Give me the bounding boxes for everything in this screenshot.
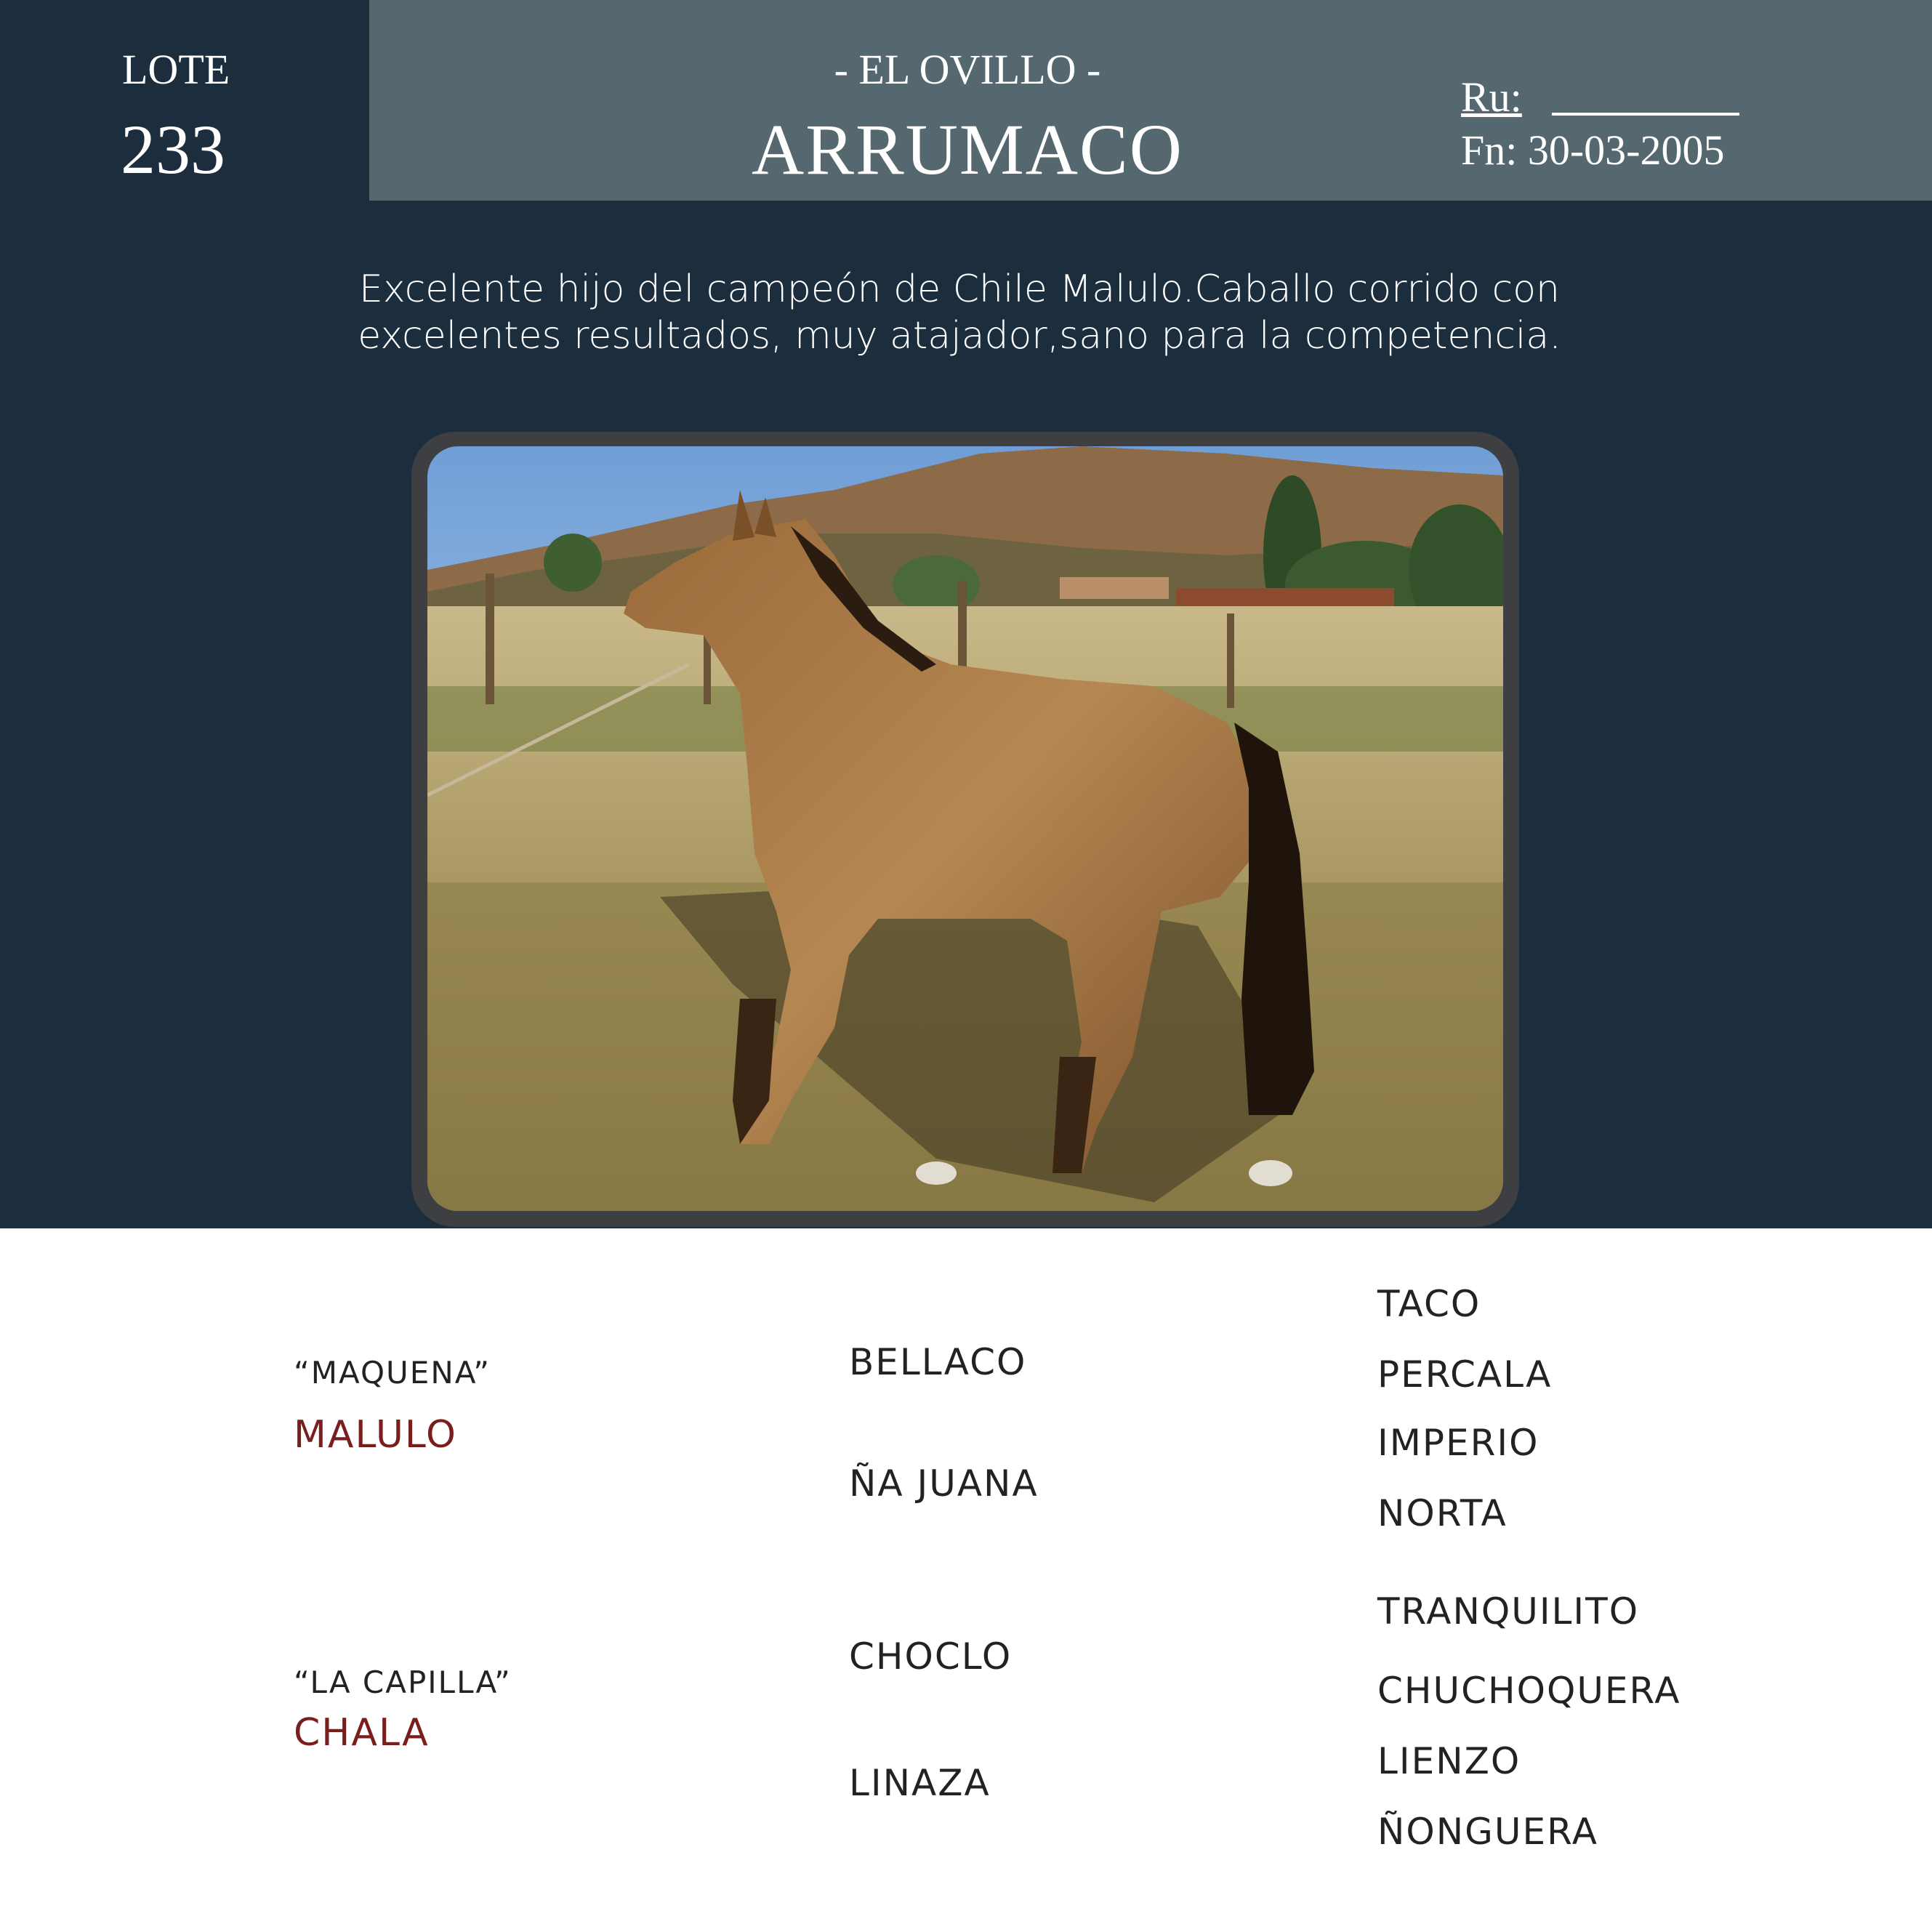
photo-frame bbox=[411, 432, 1519, 1227]
description-line-2: excelentes resultados, muy atajador,sano para la competencia. bbox=[358, 314, 1561, 358]
horse-photo bbox=[427, 446, 1503, 1211]
great-grandparent-8: ÑONGUERA bbox=[1377, 1811, 1599, 1853]
dam-name: CHALA bbox=[294, 1711, 430, 1755]
horse-name: ARRUMACO bbox=[752, 109, 1183, 190]
great-grandparent-3: IMPERIO bbox=[1377, 1422, 1539, 1464]
great-grandparent-2: PERCALA bbox=[1377, 1353, 1553, 1396]
registration-blank-line bbox=[1552, 113, 1739, 116]
great-grandparent-6: CHUCHOQUERA bbox=[1377, 1670, 1681, 1712]
dam-breeder: “LA CAPILLA” bbox=[294, 1665, 512, 1700]
description-line-1: Excelente hijo del campeón de Chile Malulo.Caballo corrido con bbox=[358, 267, 1560, 311]
paternal-granddam: ÑA JUANA bbox=[849, 1462, 1039, 1505]
great-grandparent-7: LIENZO bbox=[1377, 1740, 1521, 1782]
birth-date: Fn: 30-03-2005 bbox=[1461, 126, 1725, 174]
maternal-granddam: LINAZA bbox=[849, 1762, 991, 1804]
breeder-name: - EL OVILLO - bbox=[834, 46, 1101, 93]
great-grandparent-5: TRANQUILITO bbox=[1377, 1590, 1640, 1633]
lot-number: 233 bbox=[121, 110, 225, 188]
maternal-grandsire: CHOCLO bbox=[849, 1635, 1013, 1678]
great-grandparent-1: TACO bbox=[1377, 1283, 1481, 1325]
great-grandparent-4: NORTA bbox=[1377, 1492, 1508, 1534]
description bbox=[218, 266, 1701, 359]
registration-label: Ru: bbox=[1461, 73, 1522, 121]
paternal-grandsire: BELLACO bbox=[849, 1341, 1027, 1383]
sire-breeder: “MAQUENA” bbox=[294, 1355, 491, 1390]
lot-label: LOTE bbox=[122, 46, 230, 93]
sire-name: MALULO bbox=[294, 1413, 457, 1457]
